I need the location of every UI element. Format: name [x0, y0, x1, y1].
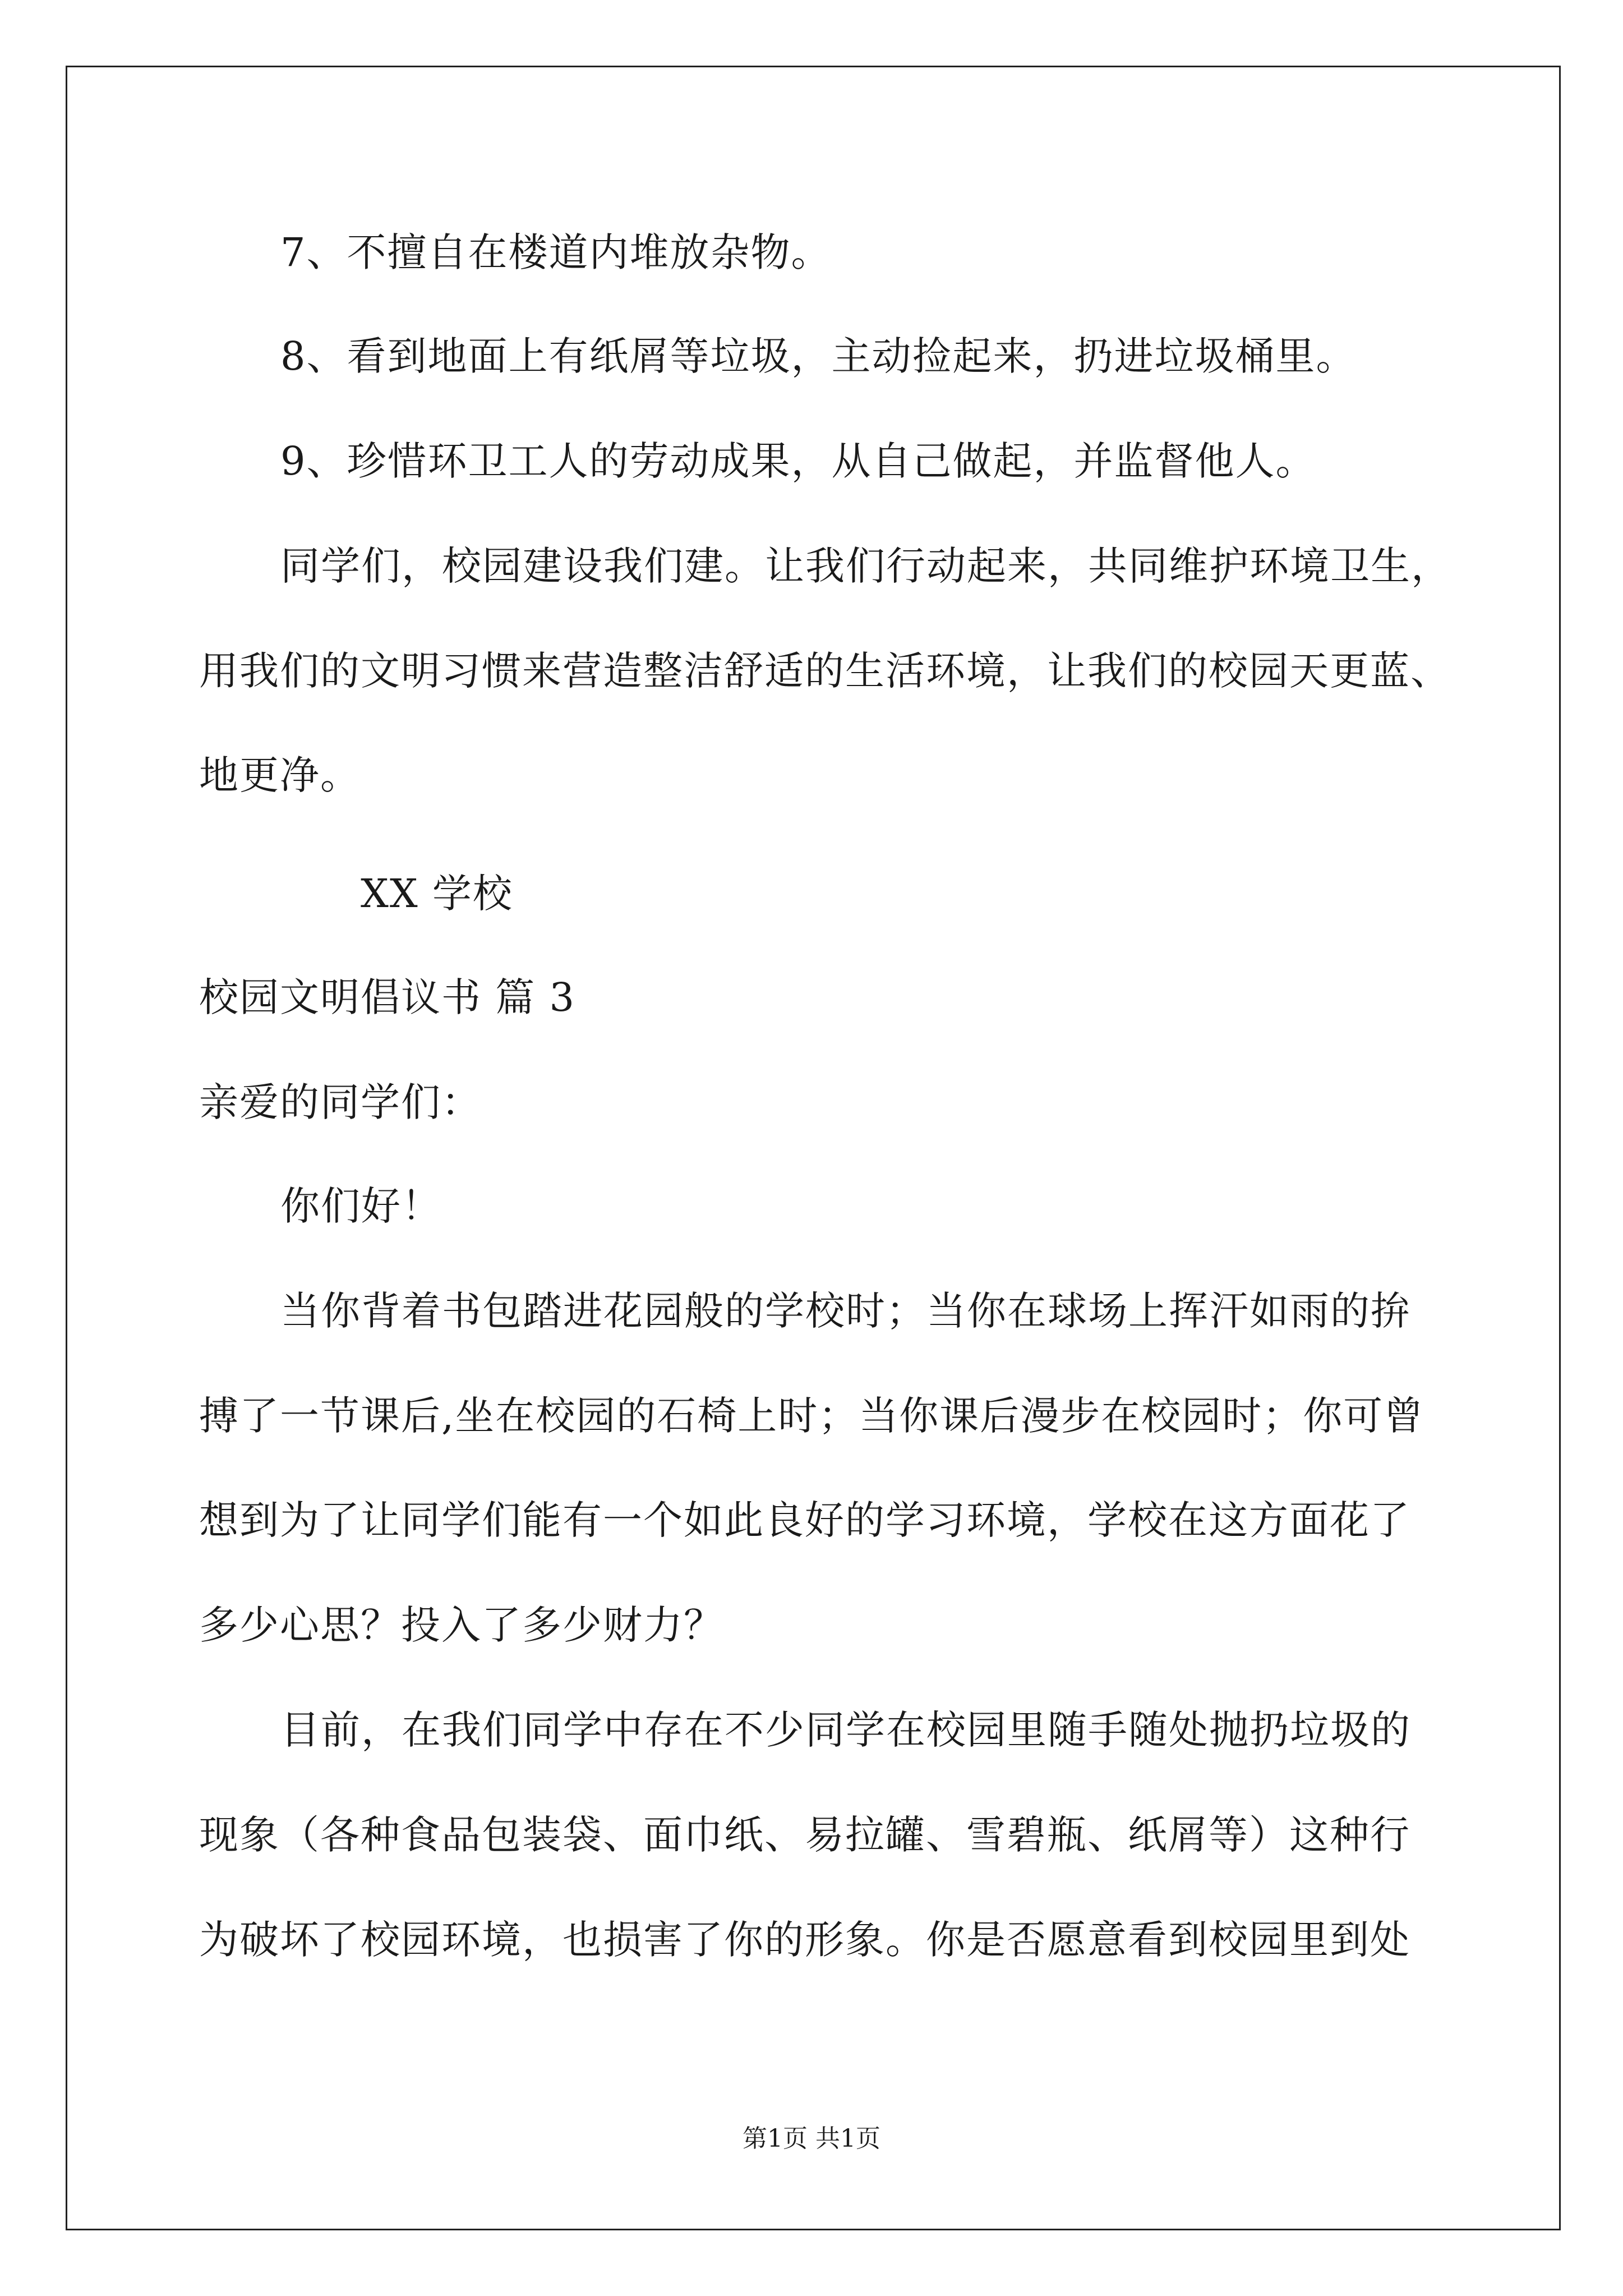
salutation: 亲爱的同学们： [199, 1079, 482, 1125]
text-line-paragraph: 目前，在我们同学中存在不少同学在校园里随手随处抛扔垃圾的 [280, 1707, 1411, 1753]
text-line-paragraph: 现象（各种食品包装袋、面巾纸、易拉罐、雪碧瓶、纸屑等）这种行 [199, 1812, 1410, 1858]
text-line-paragraph: 多少心思？投入了多少财力？ [199, 1602, 724, 1648]
greeting: 你们好！ [280, 1183, 442, 1229]
page-number-footer: 第1页 共1页 [743, 2124, 880, 2153]
page-border [66, 66, 1561, 2230]
text-line-paragraph: 搏了一节课后,坐在校园的石椅上时；当你课后漫步在校园时；你可曾 [199, 1393, 1424, 1439]
text-line-paragraph: 为破坏了校园环境，也损害了你的形象。你是否愿意看到校园里到处 [199, 1917, 1410, 1963]
section-heading: 校园文明倡议书 篇 3 [199, 974, 576, 1020]
text-line-paragraph: 用我们的文明习惯来营造整洁舒适的生活环境，让我们的校园天更蓝、 [199, 648, 1451, 694]
text-line-rule-9: 9、珍惜环卫工人的劳动成果，从自己做起，并监督他人。 [280, 438, 1316, 484]
text-line-paragraph: 当你背着书包踏进花园般的学校时；当你在球场上挥汗如雨的拚 [280, 1288, 1411, 1334]
signature-school: XX 学校 [361, 871, 513, 917]
text-line-rule-7: 7、不擅自在楼道内堆放杂物。 [280, 229, 832, 275]
text-line-paragraph: 同学们，校园建设我们建。让我们行动起来，共同维护环境卫生， [280, 543, 1451, 589]
text-line-paragraph: 地更净。 [199, 752, 361, 798]
text-line-rule-8: 8、看到地面上有纸屑等垃圾，主动捡起来，扔进垃圾桶里。 [280, 333, 1357, 379]
text-line-paragraph: 想到为了让同学们能有一个如此良好的学习环境，学校在这方面花了 [199, 1497, 1410, 1543]
